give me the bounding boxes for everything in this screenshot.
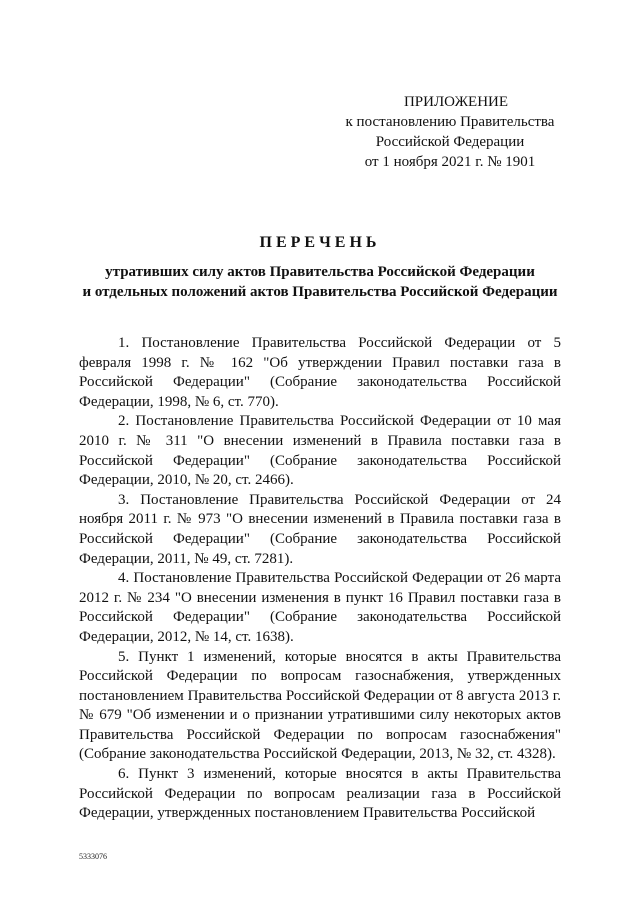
list-item-4: 4. Постановление Правительства Российской Федерации от 26 марта 2012 г. № 234 "О внесении изменения в пункт 16 Правил поставки газа в Российской Федерации" (Собрание законодательства Российской Федерации, 2012, № 14, ст. 1638).	[79, 570, 561, 645]
list-item-6: 6. Пункт 3 изменений, которые вносятся в акты Правительства Российской Федерации по вопросам реализации газа в Российской Федерации, утвержденных постановлением Правительства Российской	[79, 766, 561, 822]
appendix-heading: ПРИЛОЖЕНИЕ	[403, 94, 509, 110]
document-title: ПЕРЕЧЕНЬ	[259, 234, 381, 251]
list-item-2: 2. Постановление Правительства Российской Федерации от 10 мая 2010 г. № 311 "О внесении изменений в Правила поставки газа в Российской Федерации" (Собрание законодательства Российской Федерации, 2010, № 20, ст. 2466).	[79, 413, 561, 489]
appendix-line-2: Российской Федерации	[375, 134, 525, 150]
items-list	[79, 334, 561, 824]
document-subtitle	[60, 262, 580, 302]
document-code: 5333076	[79, 852, 107, 861]
list-item-5: 5. Пункт 1 изменений, которые вносятся в акты Правительства Российской Федерации по вопросам газоснабжения, утвержденных постановлением Правительства Российской Федерации от 8 августа 2013 г. № 679 "Об изменении и о признании утратившими силу некоторых актов Правительства Российской Федерации по вопросам газоснабжения" (Собрание законодательства Российской Федерации, 2013, № 32, ст. 4328).	[79, 648, 561, 763]
subtitle-line-1: утративших силу актов Правительства Российской Федерации	[105, 264, 535, 280]
appendix-line-1: к постановлению Правительства	[345, 114, 555, 130]
appendix-line-3: от 1 ноября 2021 г. № 1901	[364, 154, 536, 170]
appendix-block	[330, 92, 570, 172]
list-item-3: 3. Постановление Правительства Российской Федерации от 24 ноября 2011 г. № 973 "О внесении изменений в Правила поставки газа в Российской Федерации" (Собрание законодательства Российской Федерации, 2011, № 49, ст. 7281).	[79, 491, 561, 567]
subtitle-line-2: и отдельных положений актов Правительства Российской Федерации	[82, 284, 558, 300]
list-item-1: 1. Постановление Правительства Российской Федерации от 5 февраля 1998 г. № 162 "Об утверждении Правил поставки газа в Российской Федерации" (Собрание законодательства Российской Федерации, 1998, № 6, ст. 770).	[79, 335, 561, 410]
